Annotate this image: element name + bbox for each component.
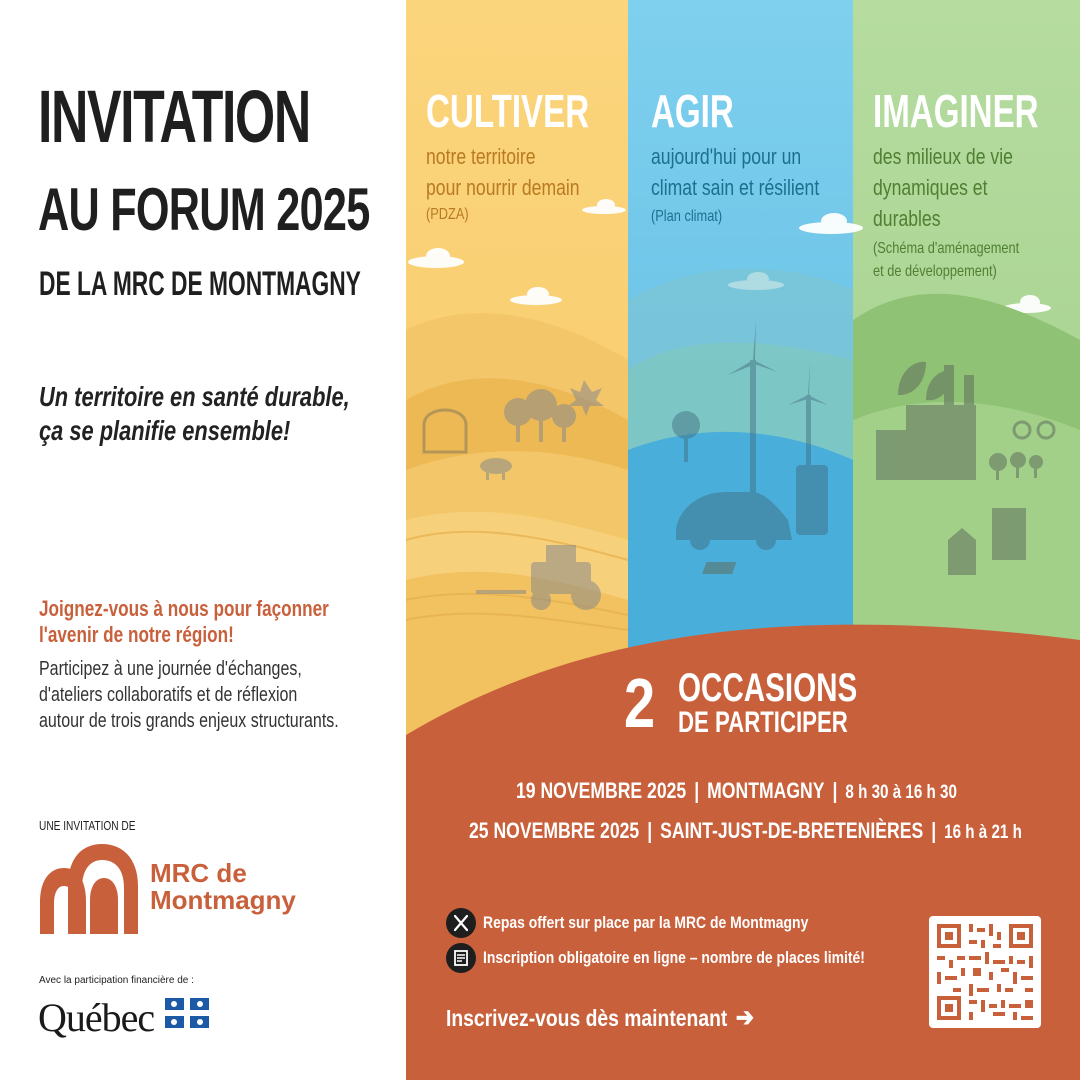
- event-1-place: MONTMAGNY: [707, 778, 825, 803]
- imaginer-reference-line-2: et de développement): [873, 263, 997, 280]
- cultiver-subtitle-line-2: pour nourrir demain: [426, 175, 580, 200]
- mrc-name-line-2: Montmagny: [150, 885, 296, 915]
- separator: |: [931, 818, 937, 843]
- agir-title: AGIR: [651, 85, 734, 137]
- imaginer-subtitle-line-2: dynamiques et: [873, 175, 988, 200]
- join-heading: [39, 596, 329, 648]
- join-heading-line-2: l'avenir de notre région!: [39, 622, 234, 647]
- mrc-name: [150, 860, 296, 914]
- qr-code[interactable]: [929, 916, 1041, 1028]
- join-body-line-1: Participez à une journée d'échanges,: [39, 658, 302, 680]
- imaginer-reference: [873, 237, 1019, 283]
- form-icon: [446, 943, 476, 973]
- event-2-date: 25 NOVEMBRE 2025: [469, 818, 640, 843]
- occasions-line-1: OCCASIONS: [678, 666, 858, 710]
- occasions-line-2: DE PARTICIPER: [678, 706, 848, 739]
- join-body: [39, 656, 339, 734]
- cultiver-subtitle-line-1: notre territoire: [426, 144, 536, 169]
- imaginer-subtitle: [873, 141, 1013, 234]
- mrc-logo: [38, 842, 142, 934]
- event-2-hours: 16 h à 21 h: [944, 822, 1022, 843]
- tagline-line-2: ça se planifie ensemble!: [39, 415, 291, 446]
- utensils-icon: [446, 908, 476, 938]
- cultiver-subtitle: [426, 141, 580, 203]
- agir-subtitle-line-2: climat sain et résilient: [651, 175, 820, 200]
- cultiver-reference: (PDZA): [426, 206, 469, 223]
- event-2-place: SAINT-JUST-DE-BRETENIÈRES: [660, 818, 924, 843]
- event-row-1: [516, 778, 957, 806]
- imaginer-subtitle-line-3: durables: [873, 206, 941, 231]
- event-row-2: [469, 818, 1022, 846]
- imaginer-subtitle-line-1: des milieux de vie: [873, 144, 1013, 169]
- imaginer-title: IMAGINER: [873, 85, 1039, 137]
- right-panel: [406, 0, 1080, 1080]
- quebec-logo-text: Québec: [38, 995, 155, 1040]
- join-body-line-3: autour de trois grands enjeux structurants.: [39, 710, 339, 732]
- financial-label: Avec la participation financière de :: [39, 975, 194, 986]
- cultiver-title: CULTIVER: [426, 85, 590, 137]
- occasions-number: 2: [624, 664, 656, 742]
- separator: |: [694, 778, 700, 803]
- qr-code-graphic: [929, 916, 1041, 1028]
- title-mrc: DE LA MRC DE MONTMAGNY: [39, 265, 361, 303]
- mrc-name-line-1: MRC de: [150, 858, 247, 888]
- tagline: [39, 380, 350, 448]
- register-now-link[interactable]: [446, 1003, 754, 1032]
- join-heading-line-1: Joignez-vous à nous pour façonner: [39, 596, 329, 621]
- tagline-line-1: Un territoire en santé durable,: [39, 381, 350, 412]
- register-now-label: Inscrivez-vous dès maintenant: [446, 1005, 728, 1031]
- separator: |: [647, 818, 653, 843]
- separator: |: [832, 778, 838, 803]
- quebec-flag-icon: [165, 998, 209, 1028]
- event-1-hours: 8 h 30 à 16 h 30: [845, 782, 957, 803]
- registration-text: Inscription obligatoire en ligne – nombre de places limité!: [483, 948, 865, 967]
- title-invitation: INVITATION: [38, 75, 310, 158]
- invite-label: UNE INVITATION DE: [39, 818, 136, 833]
- event-1-date: 19 NOVEMBRE 2025: [516, 778, 687, 803]
- agir-reference: (Plan climat): [651, 208, 723, 225]
- arrow-right-icon: ➔: [735, 1002, 755, 1032]
- join-body-line-2: d'ateliers collaboratifs et de réflexion: [39, 684, 298, 706]
- imaginer-reference-line-1: (Schéma d'aménagement: [873, 240, 1020, 257]
- left-panel: [0, 0, 406, 1080]
- agir-subtitle-line-1: aujourd'hui pour un: [651, 144, 802, 169]
- agir-subtitle: [651, 141, 819, 203]
- meal-text: Repas offert sur place par la MRC de Montmagny: [483, 913, 809, 932]
- title-forum: AU FORUM 2025: [38, 176, 370, 243]
